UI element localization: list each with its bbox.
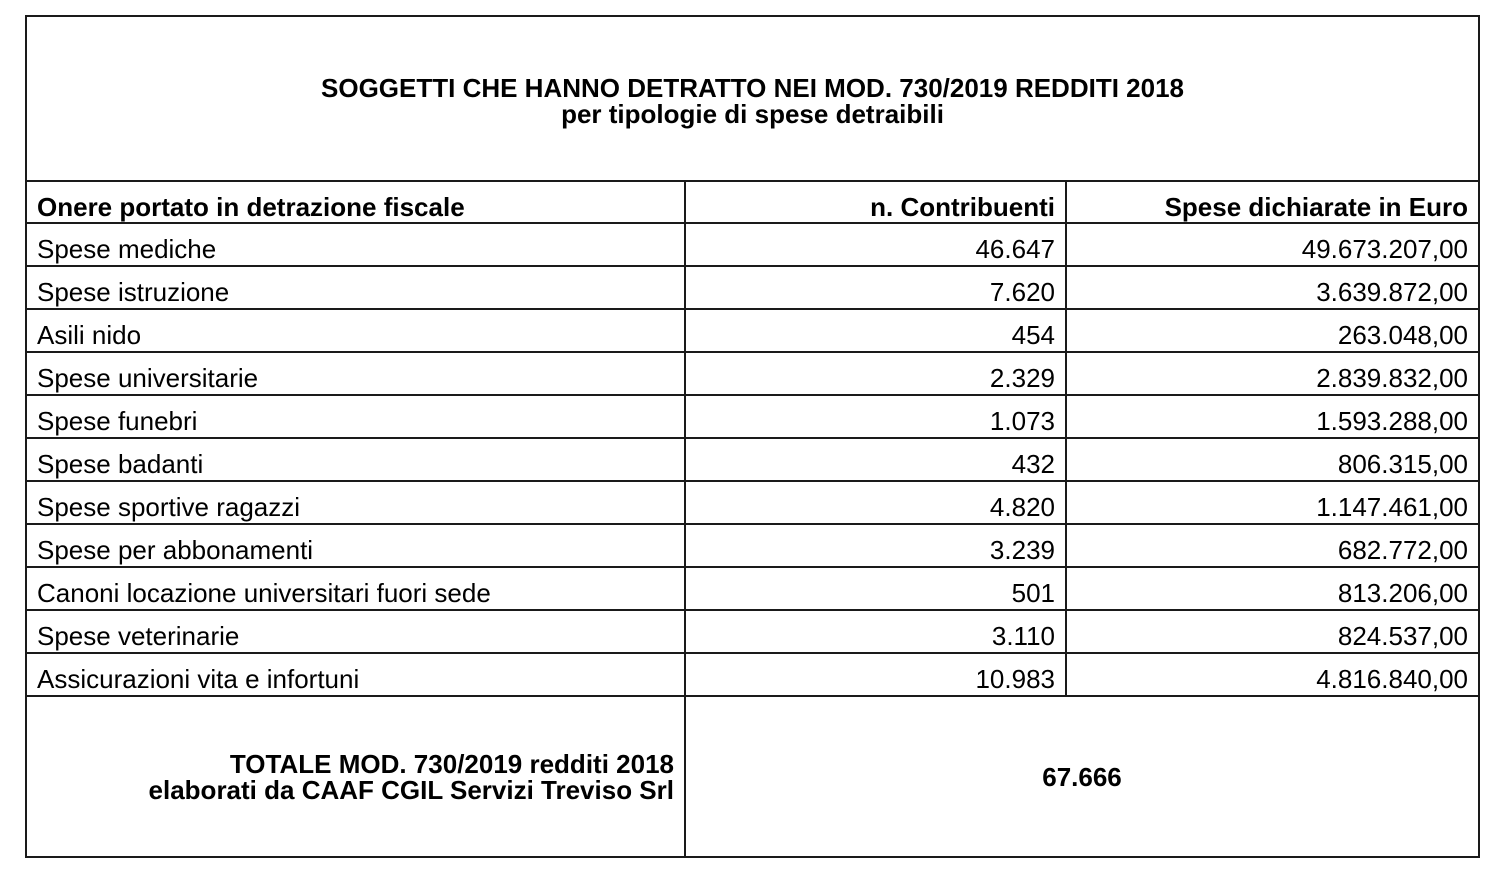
cell-onere: Spese badanti [26,438,685,481]
total-label [26,696,685,857]
cell-spese: 682.772,00 [1066,524,1479,567]
column-header-onere: Onere portato in detrazione fiscale [26,181,685,223]
cell-spese: 2.839.832,00 [1066,352,1479,395]
cell-spese: 1.147.461,00 [1066,481,1479,524]
total-label-line-1: TOTALE MOD. 730/2019 redditi 2018 [229,748,674,779]
table-row [26,309,1479,352]
total-value: 67.666 [685,696,1479,857]
cell-onere: Assicurazioni vita e infortuni [26,653,685,696]
table-row [26,352,1479,395]
cell-spese: 4.816.840,00 [1066,653,1479,696]
deductions-table [25,15,1480,858]
total-row [26,696,1479,857]
cell-spese: 263.048,00 [1066,309,1479,352]
table-row [26,481,1479,524]
cell-contribuenti: 7.620 [685,266,1066,309]
cell-contribuenti: 46.647 [685,223,1066,266]
cell-onere: Canoni locazione universitari fuori sede [26,567,685,610]
title-row [26,16,1479,181]
total-label-line-2: elaborati da CAAF CGIL Servizi Treviso Srl [148,774,674,805]
cell-contribuenti: 3.110 [685,610,1066,653]
table-row [26,223,1479,266]
cell-contribuenti: 501 [685,567,1066,610]
table-row [26,567,1479,610]
table-row [26,266,1479,309]
cell-spese: 806.315,00 [1066,438,1479,481]
title-line-2: per tipologie di spese detraibili [561,98,944,129]
title-line-1: SOGGETTI CHE HANNO DETRATTO NEI MOD. 730/2019 REDDITI 2018 [321,72,1185,103]
cell-onere: Spese sportive ragazzi [26,481,685,524]
table-row [26,653,1479,696]
cell-contribuenti: 432 [685,438,1066,481]
cell-onere: Spese per abbonamenti [26,524,685,567]
cell-contribuenti: 2.329 [685,352,1066,395]
cell-contribuenti: 10.983 [685,653,1066,696]
column-header-contribuenti: n. Contribuenti [685,181,1066,223]
cell-spese: 49.673.207,00 [1066,223,1479,266]
cell-contribuenti: 1.073 [685,395,1066,438]
cell-spese: 3.639.872,00 [1066,266,1479,309]
cell-spese: 824.537,00 [1066,610,1479,653]
cell-onere: Spese istruzione [26,266,685,309]
table-row [26,395,1479,438]
table-row [26,610,1479,653]
column-header-spese: Spese dichiarate in Euro [1066,181,1479,223]
cell-contribuenti: 4.820 [685,481,1066,524]
cell-spese: 1.593.288,00 [1066,395,1479,438]
cell-onere: Spese universitarie [26,352,685,395]
cell-onere: Spese mediche [26,223,685,266]
cell-onere: Spese veterinarie [26,610,685,653]
cell-onere: Asili nido [26,309,685,352]
cell-spese: 813.206,00 [1066,567,1479,610]
cell-onere: Spese funebri [26,395,685,438]
cell-contribuenti: 3.239 [685,524,1066,567]
cell-contribuenti: 454 [685,309,1066,352]
table-row [26,524,1479,567]
table-title [26,16,1479,181]
header-row [26,181,1479,223]
table-row [26,438,1479,481]
